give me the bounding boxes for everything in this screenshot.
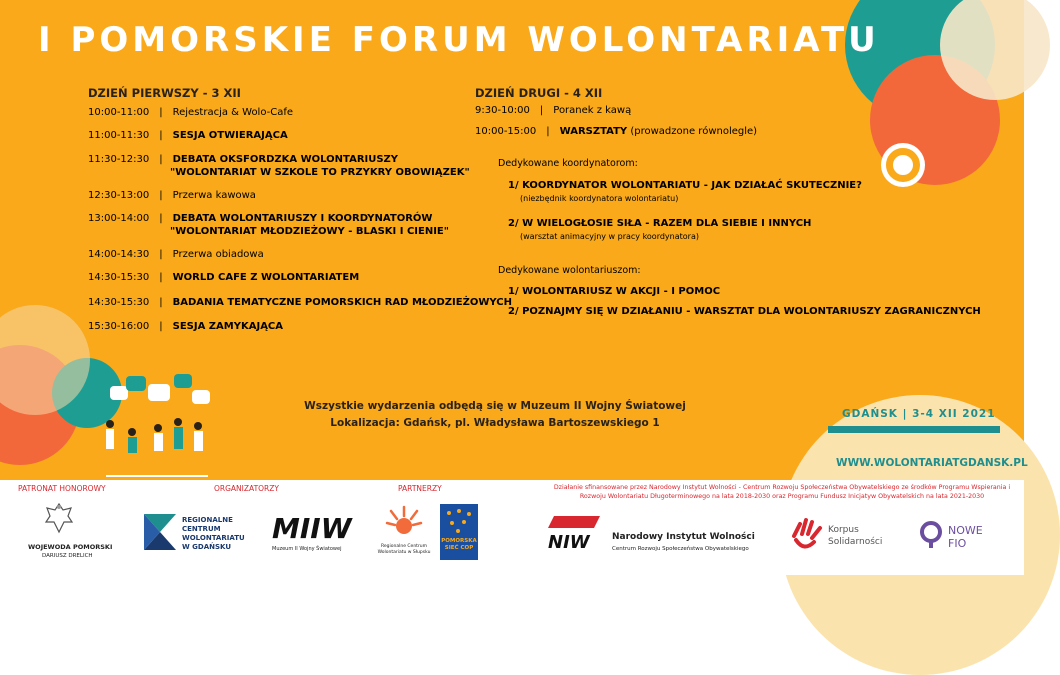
item-label: DEBATA WOLONTARIUSZY I KOORDYNATORÓW [172,213,433,224]
vol-workshop [508,306,981,317]
rcw-line1: REGIONALNE [182,516,233,524]
workshop-title: 1/ WOLONTARIUSZ W AKCJI - I POMOC [508,286,721,297]
item-label: Poranek z kawą [553,105,632,116]
coord-workshop [508,180,862,203]
label-organizatorzy: ORGANIZATORZY [214,484,279,493]
niw-logo-icon [544,514,602,552]
rcw-name [182,516,245,552]
item-label: Rejestracja & Wolo-Cafe [172,107,294,118]
item-subtitle: "WOLONTARIAT W SZKOLE TO PRZYKRY OBOWIĄZEK" [170,167,470,178]
item-separator: | [546,126,550,137]
label-partnerzy: PARTNERZY [398,484,442,493]
vol-heading: Dedykowane wolontariuszom: [498,265,641,276]
fio-logo-icon [918,520,944,550]
item-separator: | [159,213,163,224]
city-date: GDAŃSK | 3-4 XII 2021 [842,408,996,420]
item-time: 9:30-10:00 [475,105,530,116]
niw-title: Narodowy Instytut Wolności [612,532,755,542]
item-time: 14:30-15:30 [88,297,150,308]
cop-dots-icon [444,508,474,534]
fio-name [948,524,983,550]
item-label: DEBATA OKSFORDZKA WOLONTARIUSZY [172,154,399,165]
day1-item [88,272,359,283]
item-label: WARSZTATY [559,126,628,137]
item-separator: | [159,297,163,308]
item-label: BADANIA TEMATYCZNE POMORSKICH RAD MŁODZIEŻOWYCH [172,297,512,308]
muzeum-name: Muzeum II Wojny Światowej [272,546,342,552]
funding-note: Działanie sfinansowane przez Narodowy Instytut Wolności - Centrum Rozwoju Społeczeństwa Obywatelskiego ze środków Programu Wspierania i Rozwoju Wolontariatu Długoterminowego na lata 2018-2030 oraz Programu Fundusz Inicjatyw Obywatelskich na lata 2021-2030 [553,484,1011,500]
item-time: 11:30-12:30 [88,154,150,165]
svg-text:MIIW: MIIW [272,512,352,545]
workshop-note: (niezbędnik koordynatora wolontariatu) [520,194,679,203]
item-label: Przerwa obiadowa [172,249,264,260]
day1-item [88,107,293,118]
item-extra: (prowadzone równolegle) [630,126,758,137]
rcw-slupsk-name: Regionalne Centrum Wolontariatu w Słupsku [377,544,431,555]
coord-heading: Dedykowane koordynatorom: [498,158,638,169]
day2-item [475,126,757,137]
item-separator: | [159,130,163,141]
decor-circle-light [940,0,1050,100]
rcw-line2: CENTRUM [182,525,221,533]
location-line2: Lokalizacja: Gdańsk, pl. Władysława Bartoszewskiego 1 [330,417,660,429]
rcw-logo-icon [142,512,178,552]
item-label: SESJA ZAMYKAJĄCA [172,321,284,332]
eagle-emblem-icon [44,502,74,534]
poster-title: I POMORSKIE FORUM WOLONTARIATU [38,20,880,60]
day2-heading-text: DZIEŃ DRUGI - 4 XII [475,86,603,100]
vol-workshop [508,286,720,297]
item-time: 10:00-11:00 [88,107,150,118]
workshop-title: 2/ W WIELOGŁOSIE SIŁA - RAZEM DLA SIEBIE I INNYCH [508,218,812,229]
cop-line2: SIEĆ COP [444,545,474,551]
decor-ring-icon [886,148,920,182]
city-underline-bar [828,426,1000,433]
niw-subtitle: Centrum Rozwoju Społeczeństwa Obywatelskiego [612,546,749,552]
workshop-title: 1/ KOORDYNATOR WOLONTARIATU - JAK DZIAŁAĆ SKUTECZNIE? [508,180,862,191]
wojewoda-name: DARIUSZ DRELICH [42,553,93,559]
location-info [270,398,720,432]
rcw-line4: W GDAŃSKU [182,543,232,551]
item-time: 14:00-14:30 [88,249,150,260]
korpus-line2: Solidarności [828,537,883,547]
korpus-hand-icon [790,518,822,552]
cop-line1: POMORSKA [441,538,477,544]
coord-workshop [508,218,811,241]
item-time: 15:30-16:00 [88,321,150,332]
day1-item [88,213,449,237]
item-label: Przerwa kawowa [172,190,256,201]
sponsors-footer [0,480,1024,575]
korpus-name [828,524,882,548]
day1-item [88,154,470,178]
svg-text:NIW: NIW [548,532,590,553]
workshop-title: 2/ POZNAJMY SIĘ W DZIAŁANIU - WARSZTAT DLA WOLONTARIUSZY ZAGRANICZNYCH [508,306,981,317]
website-link[interactable]: WWW.WOLONTARIATGDANSK.PL [836,457,1028,469]
item-separator: | [159,107,163,118]
item-label: WORLD CAFE Z WOLONTARIATEM [172,272,360,283]
item-time: 13:00-14:00 [88,213,150,224]
item-separator: | [159,321,163,332]
item-separator: | [159,190,163,201]
volunteers-illustration [96,372,216,480]
item-subtitle: "WOLONTARIAT MŁODZIEŻOWY - BLASKI I CIENIE" [170,226,449,237]
item-separator: | [159,154,163,165]
rcw-line3: WOLONTARIATU [182,534,245,542]
fio-line1: NOWE [948,524,983,537]
day1-item [88,297,512,308]
cop-logo [440,504,478,560]
muzeum-logo-icon [272,512,352,545]
cop-text [440,538,478,552]
item-time: 10:00-15:00 [475,126,537,137]
hand-sun-logo-icon [384,504,424,540]
item-time: 12:30-13:00 [88,190,150,201]
fio-line2: FIO [948,537,967,550]
day2-item [475,105,631,116]
day1-item [88,130,288,141]
item-time: 14:30-15:30 [88,272,150,283]
korpus-line1: Korpus [828,525,859,535]
day2-heading [475,82,602,101]
label-patronat: PATRONAT HONOROWY [18,484,106,493]
day1-item [88,321,283,332]
location-line1: Wszystkie wydarzenia odbędą się w Muzeum II Wojny Światowej [304,400,686,412]
day1-heading [88,82,241,101]
day1-heading-text: DZIEŃ PIERWSZY - 3 XII [88,86,241,100]
item-separator: | [159,272,163,283]
wojewoda-title: WOJEWODA POMORSKI [28,543,113,551]
item-label: SESJA OTWIERAJĄCA [172,130,288,141]
workshop-note: (warsztat animacyjny w pracy koordynatora) [520,232,699,241]
day1-item [88,190,256,201]
item-separator: | [159,249,163,260]
item-time: 11:00-11:30 [88,130,150,141]
item-separator: | [539,105,544,116]
day1-item [88,249,264,260]
